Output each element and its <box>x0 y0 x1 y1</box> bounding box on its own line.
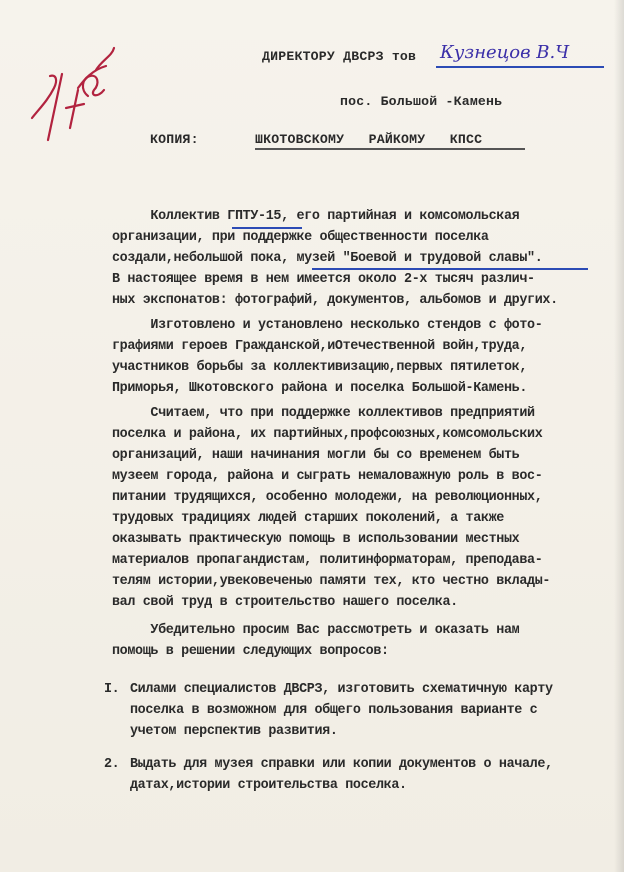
body-line: ных экспонатов: фотографий, документов, альбомов и других. <box>112 293 558 308</box>
location-line: пос. Большой -Камень <box>340 94 503 109</box>
page-edge-shadow <box>614 0 624 872</box>
request-line: Убедительно просим Вас рассмотреть и оказать нам <box>112 623 520 638</box>
body-line: Изготовлено и установлено несколько стендов с фото- <box>112 318 543 333</box>
item-line: Силами специалистов ДВСРЗ, изготовить схематичную карту <box>130 682 553 697</box>
body-line: вал свой труд в строительство нашего поселка. <box>112 595 458 610</box>
handwritten-surname: Кузнецов В.Ч <box>440 42 570 63</box>
item-line: поселка в возможном для общего пользования варианте с <box>130 703 538 718</box>
pen-underline-museum <box>312 268 588 270</box>
body-line: питании трудящихся, особенно молодежи, на революционных, <box>112 490 543 505</box>
body-line: трудовых традициях людей старших поколений, а также <box>112 511 504 526</box>
copy-recipient-underline <box>255 148 525 150</box>
body-line: поселка и района, их партийных,профсоюзных,комсомольских <box>112 427 543 442</box>
body-line: Приморья, Шкотовского района и поселка Большой-Камень. <box>112 381 528 396</box>
body-line: материалов пропагандистам, политинформаторам, преподава- <box>112 553 543 568</box>
item-number: I. <box>104 682 120 697</box>
body-line: организаций, наши начинания могли бы со временем быть <box>112 448 520 463</box>
item-line: датах,истории строительства поселка. <box>130 778 407 793</box>
body-line: телям истории,увековеченью памяти тех, кто честно вклады- <box>112 574 551 589</box>
pen-underline-gptu <box>232 227 302 229</box>
item-line: учетом перспектив развития. <box>130 724 338 739</box>
addressee-line: ДИРЕКТОРУ ДВСРЗ тов <box>262 49 417 64</box>
body-line: Считаем, что при поддержке коллективов предприятий <box>112 406 535 421</box>
handwritten-margin-note <box>18 30 128 150</box>
addressee-underline <box>436 66 604 68</box>
copy-label: КОПИЯ: <box>150 132 199 147</box>
body-line: графиями героев Гражданской,иОтечественной войн,труда, <box>112 339 528 354</box>
copy-recipient: ШКОТОВСКОМУ РАЙКОМУ КПСС <box>255 132 483 147</box>
body-line: музеем города, района и сыграть немаловажную роль в вос- <box>112 469 543 484</box>
body-line: создали,небольшой пока, музей "Боевой и трудовой славы". <box>112 251 543 266</box>
body-line: организации, при поддержке общественности поселка <box>112 230 489 245</box>
body-line: В настоящее время в нем имеется около 2-х тысяч различ- <box>112 272 535 287</box>
body-line: оказывать практическую помощь в использовании местных <box>112 532 520 547</box>
item-number: 2. <box>104 757 120 772</box>
body-line: Коллектив ГПТУ-15, его партийная и комсомольская <box>112 209 520 224</box>
request-line: помощь в решении следующих вопросов: <box>112 644 389 659</box>
item-line: Выдать для музея справки или копии документов о начале, <box>130 757 553 772</box>
body-line: участников борьбы за коллективизацию,первых пятилеток, <box>112 360 528 375</box>
